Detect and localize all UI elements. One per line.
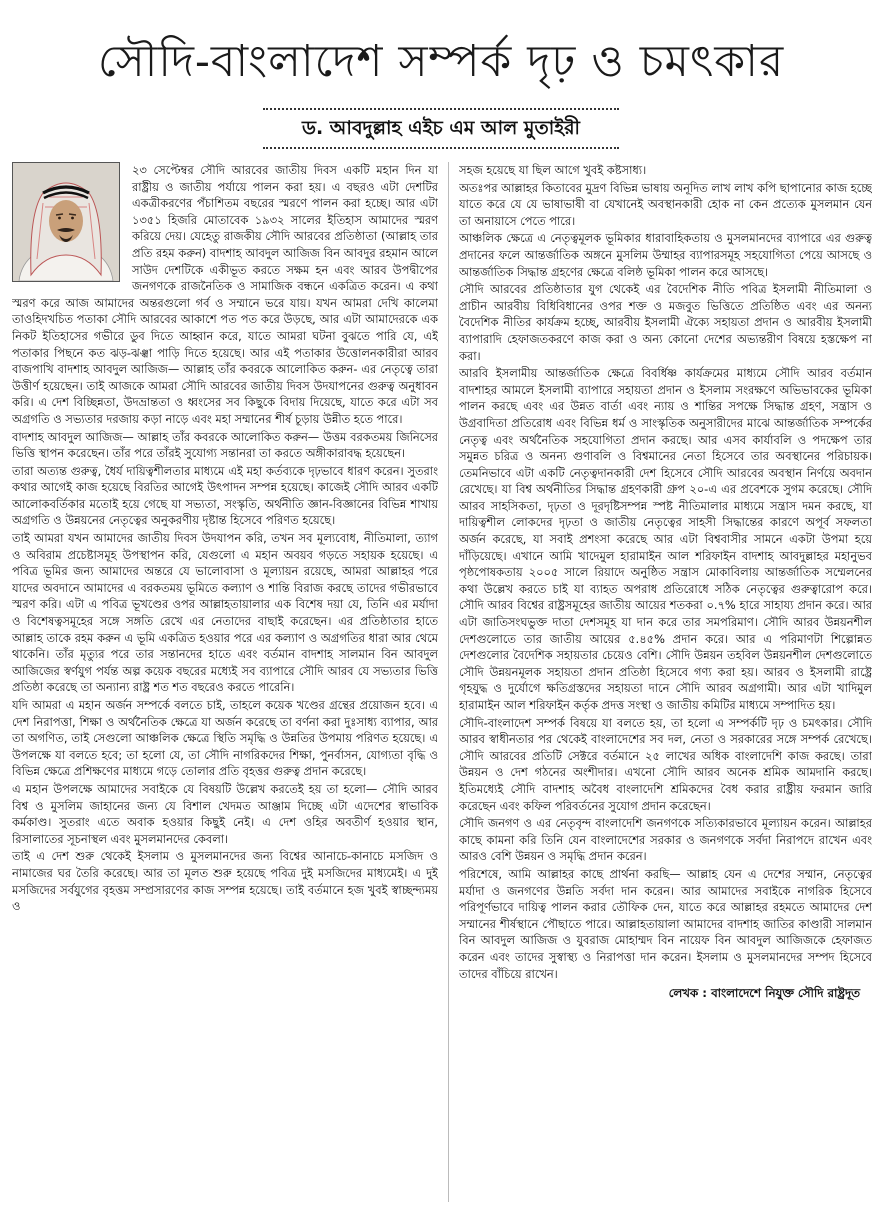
paragraph: তাই আমরা যখন আমাদের জাতীয় দিবস উদযাপন করি, তখন সব মূল্যবোধ, নীতিমালা, ত্যাগ ও অবিরাম প্রচেষ্টাসমূহ উপস্থাপন করি, যেগুলো এ মহান অবয়ব গড়তে সহায়ক হয়েছে। এ পবিত্র ভূমির জন্য আমাদের অন্তরে যে ভালোবাসা ও মূল্যায়ন রয়েছে, আমরা আল্লাহর পরে যাদের অবদানে আমাদের এ বরকতময় ভূমিতে কল্যাণ ও শান্তি বিরাজ করছে তাদের গভীরভাবে স্মরণ করি। এটা এ পবিত্র ভূখণ্ডের ওপর আল্লাহতায়ালার এক বিশেষ দয়া যে, তিনি এর মর্যাদা ও বিশেষত্বসমূহের সঙ্গে সঙ্গতি রেখে এর নেতাদের বাছাই করেছেন। এর প্রতিষ্ঠাতার হাতে আল্লাহ তাকে রহম করুন এ ভূমি একত্রিত হওয়ার পরে এর কল্যাণ ও অগ্রগতির ধারা আর থেমে থাকেনি। তাঁর মৃত্যুর পরে তার সন্তানদের হাতে এবং বর্তমান বাদশাহ সালমান বিন আবদুল আজিজের স্বর্ণযুগ পর্যন্ত অল্প কয়েক বছরের মধ্যেই সব ব্যাপারে সৌদি আরব যে সভ্যতার ভিত্তি প্রতিষ্ঠা করেছে তা অন্যান্য রাষ্ট্র শত শত বছরেও করতে পারেনি। (12, 531, 438, 695)
column-divider (448, 162, 449, 1202)
paragraph: পরিশেষে, আমি আল্লাহর কাছে প্রার্থনা করছি— আল্লাহ যেন এ দেশের সম্মান, নেতৃত্বের মর্যাদা ও জনগণের উন্নতি সর্বদা দান করেন। আর আমাদের সবাইকে নাগরিক হিসেবে পরিপূর্ণভাবে দায়িত্ব পালন করার তৌফিক দেন, যাতে করে আল্লাহর রহমতে আমাদের দেশ সম্মানের শীর্ষস্থানে পৌছাতে পারে। আল্লাহতায়ালা আমাদের বাদশাহ জাতির কাণ্ডারী সালমান বিন আবদুল আজিজ ও যুবরাজ মোহাম্মদ বিন নায়েফ বিন আবদুল আজিজকে হেফাজত করেন এবং তাদের সুস্বাস্থ্য ও নিরাপত্তা দান করেন। ইসলাম ও মুসলমানদের সম্পদ হিসেবে তাদের বাঁচিয়ে রাখেন। (459, 866, 872, 981)
paragraph: ২৩ সেপ্টেম্বর সৌদি আরবের জাতীয় দিবস একটি মহান দিন যা রাষ্ট্রীয় ও জাতীয় পর্যায়ে পালন করা হয়। এ বছরও এটা দেশটির একত্রীকরণের পঁচাশিতম বছরের স্মরণে পালন করা হচ্ছে। আর এটা ১৩৫১ হিজরি মোতাবেক ১৯৩২ সালের ইতিহাস আমাদের স্মরণ করিয়ে দেয়। যেহেতু রাজকীয় সৌদি আরবের প্রতিষ্ঠাতা (আল্লাহ তার প্রতি রহম করুন) বাদশাহ আবদুল আজিজ বিন আবদুর রহমান আলে সাউদ দেশটিকে একীভূত করতে সক্ষম হন এবং আরব উপদ্বীপের জনগণকে রাজনৈতিক ও সামাজিক বন্ধনে একত্রিত করেন। এ কথা স্মরণ করে আজ আমাদের অন্তরগুলো গর্ব ও সম্মানে ভরে যায়। যখন আমরা দেখি কালেমা তাওহিদখচিত পতাকা সৌদি আরবের আকাশে পত পত করে উড়ছে, আর এটা আমাদেরকে এক নিকট ইতিহাসের গভীরে ডুব দিতে আহ্বান করে, যাতে আমরা ঘটনা বুঝতে পারি যে, এই পতাকার পিছনে কত ঝড়-ঝঞ্ঝা পাড়ি দিতে হয়েছে। আর এই পতাকার উত্তোলনকারীরা আরব বাজপাখি বাদশাহ আবদুল আজিজ— আল্লাহ তাঁর কবরকে আলোকিত করুন- এর নেতৃত্বে তারা উত্তীর্ণ হয়েছেন। তাই আজকে আমরা সৌদি আরবের জাতীয় দিবস উদযাপনের গুরুত্ব অনুধাবন করি। এ দেশ বিচ্ছিন্নতা, উদভ্রান্ততা ও ধ্বংসের সব কিছুকে বিদায় দিয়েছে, যাতে করে এটা সব অগ্রগতি ও সভ্যতার দরজায় কড়া নাড়ে এবং মহা সম্মানের শীর্ষ চূড়ায় উন্নীত হতে পারে। (12, 163, 438, 426)
paragraph: সৌদি জনগণ ও এর নেতৃবৃন্দ বাংলাদেশি জনগণকে সত্যিকারভাবে মূল্যায়ন করেন। আল্লাহর কাছে কামনা করি তিনি যেন বাংলাদেশের সরকার ও জনগণকে সর্বদা নিরাপদে রাখেন এবং আরও বেশি উন্নয়ন ও সমৃদ্ধি প্রদান করেন। (459, 816, 872, 864)
paragraph: আরবি ইসলামীয় আন্তর্জাতিক ক্ষেত্রে বিবর্ধিষ্ণ কার্যক্রমের মাধ্যমে সৌদি আরব বর্তমান বাদশাহর আমলে ইসলামী ব্যাপারে সহায়তা প্রদান ও ইসলাম সংরক্ষণে অভিভাবকের ভূমিকা পালন করছে এবং এর উন্নত বার্তা এবং ন্যায় ও শান্তির সপক্ষে সিদ্ধান্ত গ্রহণ, সন্ত্রাস ও উগ্রবাদিতা প্রতিরোধ এবং বিভিন্ন ধর্ম ও সাংস্কৃতিক অনুসারীদের মাঝে আন্তর্জাতিক সম্পর্কের নেতৃত্ব এবং অর্থনৈতিক সহযোগিতা প্রদান করছে। আর এসব কার্যাবলি ও পদক্ষেপ তার সমুন্নত চরিত্র ও অনন্য গুণাবলি ও বিশ্বমানের নেতা হিসেবে তার অবস্থানের পরিচায়ক। তেমনিভাবে এটা একটি নেতৃত্বদানকারী দেশ হিসেবে সৌদি আরবের অবস্থান নির্ণয়ে অবদান রেখেছে। যা বিশ্ব অর্থনীতির সিদ্ধান্ত গ্রহণকারী গ্রুপ ২০-এ এর প্রবেশকে সুগম করেছে। সৌদি আরব সাহসিকতা, দৃঢ়তা ও দূরদৃষ্টিসম্পন্ন স্পষ্ট নীতিমালার মাধ্যমে সন্ত্রাস দমন করছে, যা দায়িত্বশীল লোকদের দৃঢ়তা ও জাতীয় নেতৃত্বের সাহসী সিদ্ধান্তের কারণে অপূর্ব সফলতা অর্জন করেছে, যা সবাই প্রশংসা করেছে আর এটা বিশ্ববাসীর সামনে একটা উপমা হয়ে দাঁড়িয়েছে। এখানে আমি খাদেমুল হারামাইন আল শরিফাইন বাদশাহ আবদুল্লাহর মহানুভব পৃষ্ঠপোষকতায় ২০০৫ সালে রিয়াদে অনুষ্ঠিত সন্ত্রাস মোকাবিলায় আন্তর্জাতিক সম্মেলনের কথা উল্লেখ করতে চাই যা ব্যাহত অপরাধ প্রতিরোধে সঠিক নেতৃত্বের গুরুত্বারোপ করে। সৌদি আরব বিশ্বের রাষ্ট্রসমূহের জাতীয় আয়ের শতকরা ০.৭% হারে সাহায্য প্রদান করে। আর এটা জাতিসংঘভুক্ত দাতা দেশসমূহ যা দান করে তার সমপরিমাণ। সৌদি আরব উন্নয়নশীল দেশগুলোতে তার জাতীয় আয়ের ৫.৪৫% প্রদান করে। আর এ পরিমাণটা শিল্পোন্নত দেশগুলোর বৈদেশিক সহায়তার চেয়েও বেশি। সৌদি উন্নয়ন তহবিল উন্নয়নশীল দেশগুলোতে সৌদি উন্নয়নমূলক সহায়তা প্রদান প্রতিষ্ঠা হিসেবে গণ্য করা হয়। আরব ও ইসলামী রাষ্ট্রে গৃহযুদ্ধ ও দুর্যোগে ক্ষতিগ্রস্তদের সহায়তা দানে সৌদি আরব অগ্রগামী। আর এটা খাদিমুল হারামাইন আল শরিফাইন কর্তৃক প্রদত্ত সংস্থা ও জাতীয় কমিটির মাধ্যমে সম্পাদিত হয়। (459, 366, 872, 712)
author-byline: ড. আবদুল্লাহ এইচ এম আল মুতাইরী (301, 117, 580, 139)
paragraph: এ মহান উপলক্ষে আমাদের সবাইকে যে বিষয়টি উল্লেখ করতেই হয় তা হলো— সৌদি আরব বিশ্ব ও মুসলিম জাহানের জন্য যে বিশাল খেদমত আঞ্জাম দিচ্ছে এটা এদেশের স্বাভাবিক কর্মকাণ্ড। সুতরাং এতে অবাক হওয়ার কিছুই নেই। এ দেশ ওহির অবতীর্ণ হওয়ার স্থান, রিসালাতের সূচনাস্থল এবং মুসলমানদের কেবলা। (12, 781, 438, 846)
paragraph: অতঃপর আল্লাহর কিতাবের মুদ্রণ বিভিন্ন ভাষায় অনূদিত লাখ লাখ কপি ছাপানোর কাজ হচ্ছে যাতে করে যে যে ভাষাভাষী বা যেখানেই অবস্থানকারী হোক না কেন প্রত্যেক মুসলমান যেন তা অনায়াসে পেতে পারে। (459, 180, 872, 228)
paragraph: বাদশাহ আবদুল আজিজ— আল্লাহ তাঁর কবরকে আলোকিত করুন— উত্তম বরকতময় জিনিসের ভিত্তি স্থাপন করেছেন। তাঁর পরে তাঁরই সুযোগ্য সন্তানরা তা করতে অঙ্গীকারাবদ্ধ হয়েছেন। (12, 429, 438, 461)
headline: সৌদি-বাংলাদেশ সম্পর্ক দৃঢ় ও চমৎকার (97, 36, 785, 87)
left-column (12, 162, 438, 1202)
paragraph: সহজ হয়েছে যা ছিল আগে খুবই কষ্টসাধ্য। (459, 163, 647, 177)
author-signature-line: লেখক : বাংলাদেশে নিযুক্ত সৌদি রাষ্ট্রদূত (668, 986, 860, 1001)
right-column (459, 162, 872, 1202)
paragraph: যদি আমরা এ মহান অর্জন সম্পর্কে বলতে চাই, তাহলে কয়েক খণ্ডের গ্রন্থের প্রয়োজন হবে। এ দেশ নিরাপত্তা, শিক্ষা ও অর্থনৈতিক ক্ষেত্রে যা অর্জন করেছে তা বর্ণনা করা দুঃসাধ্য ব্যাপার, আর তা অগণিত, তাই সেগুলো আঞ্চলিক ক্ষেত্রে স্থিতি সমৃদ্ধি ও উন্নতির উপমায় পরিণত হয়েছে। এ উপলক্ষে যা বলতে হবে; তা হলো যে, তা সৌদি নাগরিকদের শিক্ষা, পুনর্বাসন, যোগ্যতা বৃদ্ধি ও বিভিন্ন ক্ষেত্রে প্রশিক্ষণের মাধ্যমে গড়ে তোলার প্রতি বৃহত্তর গুরুত্ব প্রদান করেছে। (12, 698, 438, 779)
portrait-drawing (13, 163, 119, 281)
divider-dotted-top (263, 108, 619, 110)
paragraph: সৌদি-বাংলাদেশ সম্পর্ক বিষয়ে যা বলতে হয়, তা হলো এ সম্পর্কটি দৃঢ় ও চমৎকার। সৌদি আরব স্বাধীনতার পর থেকেই বাংলাদেশের সব দল, নেতা ও সরকারের সঙ্গে সম্পর্ক রেখেছে। সৌদি আরবের প্রতিটি সেক্টরে বর্তমানে ২৫ লাখের অধিক বাংলাদেশি কাজ করছে। তারা উন্নয়ন ও দেশ গঠনের অংশীদার। এখনো সৌদি আরব অনেক শ্রমিক আমদানি করছে। ইতিমধ্যেই সৌদি বাদশাহ অবৈধ বাংলাদেশি শ্রমিকদের বৈধ করার রাষ্ট্রীয় ফরমান জারি করেছেন এবং কফিল পরিবর্তনের সুযোগ প্রদান করেছেন। (459, 715, 872, 813)
paragraph: তারা অত্যন্ত গুরুত্ব, ধৈর্য দায়িত্বশীলতার মাধ্যমে এই মহা কর্তব্যকে দৃঢ়ভাবে ধারণ করেন। সুতরাং কথার আগেই কাজ হয়েছে বিরতির আগেই উৎপাদন সম্পন্ন হয়েছে। কাজেই সৌদি আরব একটি আলোকবর্তিকার মতোই হয়ে গেছে যা সভ্যতা, সংস্কৃতি, অর্থনীতি জ্ঞান-বিজ্ঞানের বিভিন্ন শাখায় অগ্রগতি ও উন্নয়নের নেতৃত্বের অনুকরণীয় দৃষ্টান্ত হিসেবে পরিণত হয়েছে। (12, 463, 438, 528)
paragraph: তাই এ দেশ শুরু থেকেই ইসলাম ও মুসলমানদের জন্য বিশ্বের আনাচে-কানাচে মসজিদ ও নামাজের ঘর তৈরি করেছে। আর তা মূলত শুরু হয়েছে পবিত্র দুই মসজিদের মাধ্যমেই। এ দুই মসজিদের সর্বযুগের বৃহত্তম সম্প্রসারণের কাজ সম্পন্ন হয়েছে। তাই বর্তমানে হজ খুবই স্বাচ্ছন্দ্যময় ও (12, 849, 438, 914)
divider-dotted-bottom (263, 147, 619, 149)
paragraph: সৌদি আরবের প্রতিষ্ঠাতার যুগ থেকেই এর বৈদেশিক নীতি পবিত্র ইসলামী নীতিমালা ও প্রাচীন আরবীয় বিধিবিধানের ওপর শক্ত ও মজবুত ভিত্তিতে প্রতিষ্ঠিত এবং এর অনন্য বৈদেশিক নীতির কার্যক্রম হচ্ছে, আরবীয় ইসলামী ঐক্যে সহায়তা প্রদান ও আরবীয় ইসলামী ব্যাপারাদি হেফাজতকরণে কাজ করা ও অন্য কোনো দেশের অভ্যন্তরীণ বিষয়ে হস্তক্ষেপ না করা। (459, 282, 872, 363)
author-portrait-icon (12, 162, 120, 282)
paragraph: আঞ্চলিক ক্ষেত্রে এ নেতৃত্বমূলক ভূমিকার ধারাবাহিকতায় ও মুসলমানদের ব্যাপারে এর গুরুত্ব প্রদানের ফলে আন্তর্জাতিক অঙ্গনে মুসলিম উম্মাহর ব্যাপারসমূহ সহযোগিতা পেয়ে আসছে ও আন্তর্জাতিক সিদ্ধান্ত গ্রহণের ক্ষেত্রে বলিষ্ঠ ভূমিকা পালন করে আসছে। (459, 231, 872, 279)
